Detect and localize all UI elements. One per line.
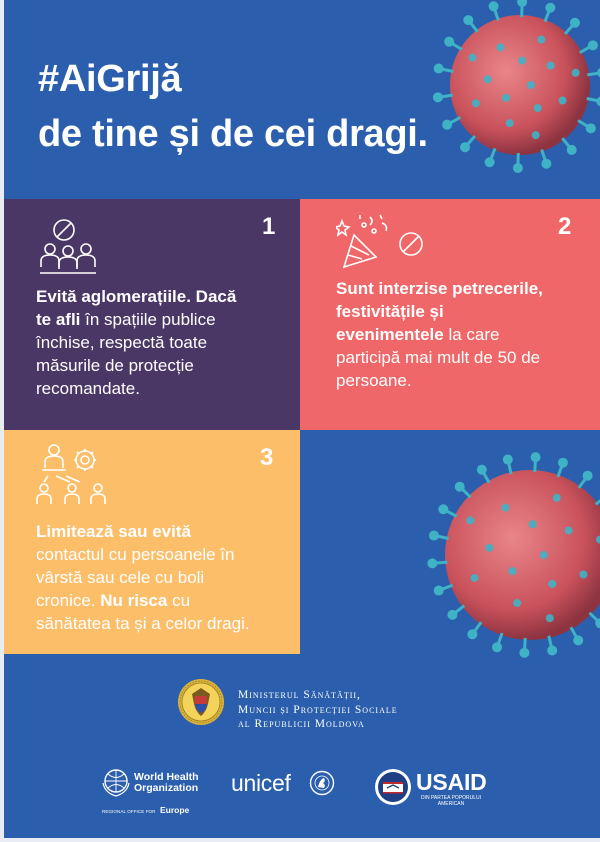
ministry-line: al Republicii Moldova: [238, 718, 365, 730]
text-line: [336, 300, 543, 323]
virus-surface-spike: [553, 494, 561, 502]
coronavirus-illustration-bottom: [400, 425, 600, 675]
virus-spike-tip: [438, 504, 448, 514]
text-regular: cu: [167, 591, 191, 610]
virus-surface-spike: [501, 504, 509, 512]
usaid-sub-line: AMERICAN: [437, 801, 465, 807]
virus-surface-spike: [548, 580, 556, 588]
who-name: Organization: [134, 782, 199, 794]
virus-surface-spike: [513, 599, 521, 607]
virus-surface-spike: [532, 131, 540, 139]
virus-surface-spike: [472, 99, 480, 107]
card-text: [36, 285, 236, 400]
who-name: World Health: [134, 771, 199, 783]
virus-surface-spike: [534, 104, 542, 112]
virus-surface-spike: [565, 526, 573, 534]
who-office-label: REGIONAL OFFICE FOR: [102, 809, 156, 814]
text-line: sănătatea ta și a celor dragi.: [36, 614, 250, 633]
text-regular: în spațiile publice: [80, 310, 216, 329]
card-text: [336, 277, 543, 392]
virus-surface-spike: [558, 97, 566, 105]
virus-spike-tip: [519, 648, 529, 658]
text-regular: la care: [443, 325, 500, 344]
poster-title: [38, 52, 428, 162]
virus-spike-tip: [485, 157, 495, 167]
virus-surface-spike: [484, 75, 492, 83]
virus-spike-tip: [427, 558, 437, 568]
crowd-prohibited-icon: [36, 217, 100, 277]
text-line: închise, respectă toate: [36, 333, 208, 352]
text-line: [336, 323, 543, 346]
virus-spike-tip: [596, 96, 600, 106]
text-line: [36, 589, 250, 612]
virus-surface-spike: [537, 36, 545, 44]
virus-surface-spike: [470, 574, 478, 582]
card-text: [36, 520, 250, 635]
text-bold: Limitează sau evită: [36, 522, 191, 541]
virus-spike-tip: [467, 629, 477, 639]
moldova-coat-of-arms-icon: [177, 678, 225, 726]
virus-surface-spike: [579, 571, 587, 579]
virus-spike-tip: [442, 120, 452, 130]
text-line: [36, 520, 250, 543]
text-line: [36, 285, 236, 308]
text-bold: Nu risca: [100, 591, 168, 610]
virus-spike-tip: [489, 1, 499, 11]
virus-spike-tip: [455, 482, 465, 492]
elderly-distance-icon: [36, 442, 112, 508]
virus-spike-tip: [545, 3, 555, 13]
text-line: contactul cu persoanele în: [36, 545, 235, 564]
ministry-line: Ministerul Sănătății,: [238, 689, 361, 701]
virus-spike-tip: [434, 64, 444, 74]
card-number: 2: [558, 213, 572, 240]
virus-surface-spike: [572, 69, 580, 77]
virus-surface-spike: [547, 61, 555, 69]
virus-spike-tip: [531, 452, 541, 462]
party-prohibited-icon: [336, 211, 436, 273]
text-line: măsurile de protecție: [36, 356, 194, 375]
who-emblem-icon: [100, 768, 132, 798]
card-number: 3: [260, 444, 274, 471]
page-border-bottom: [0, 838, 600, 842]
text-bold: te afli: [36, 310, 81, 329]
virus-surface-spike: [546, 614, 554, 622]
virus-spike-tip: [492, 642, 502, 652]
text-regular: cronice.: [36, 591, 101, 610]
virus-spike-tip: [444, 37, 454, 47]
virus-surface-spike: [469, 54, 477, 62]
virus-spike-tip: [567, 145, 577, 155]
usaid-sub-line: DIN PARTEA POPORULUI: [420, 795, 482, 801]
who-office: [102, 800, 189, 818]
title-tagline: de tine și de cei dragi.: [38, 113, 428, 155]
virus-body: [450, 15, 590, 155]
virus-surface-spike: [485, 544, 493, 552]
text-bold: Sunt interzise petrecerile,: [336, 279, 543, 298]
card-crowds: [4, 199, 300, 430]
virus-spike-tip: [583, 471, 593, 481]
text-line: vârstă sau cele cu boli: [36, 568, 205, 587]
text-line: persoane.: [336, 371, 412, 390]
virus-spike-tip: [463, 15, 473, 25]
virus-spike-tip: [541, 159, 551, 169]
virus-spike-tip: [547, 645, 557, 655]
unicef-logo-text: unicef: [231, 770, 291, 796]
virus-spike-tip: [570, 18, 580, 28]
virus-spike-tip: [460, 142, 470, 152]
virus-surface-spike: [540, 551, 548, 559]
text-bold: Evită aglomerațiile. Dacă: [36, 287, 237, 306]
virus-spike-tip: [588, 40, 598, 50]
coronavirus-illustration-top: [400, 0, 600, 195]
virus-spike-tip: [447, 610, 457, 620]
who-office-region: Europe: [159, 805, 190, 815]
virus-surface-spike: [529, 520, 537, 528]
usaid-logo-text: USAID: [416, 769, 487, 795]
virus-surface-spike: [508, 567, 516, 575]
virus-spike-tip: [558, 458, 568, 468]
card-events: [300, 199, 600, 430]
page-border-left: [0, 0, 4, 842]
virus-surface-spike: [496, 43, 504, 51]
text-line: participă mai mult de 50 de: [336, 348, 541, 367]
virus-surface-spike: [502, 94, 510, 102]
virus-surface-spike: [527, 81, 535, 89]
virus-surface-spike: [506, 119, 514, 127]
ministry-line: Muncii și Protecției Sociale: [238, 703, 398, 716]
virus-spike-tip: [517, 0, 527, 7]
virus-spike-tip: [433, 92, 443, 102]
virus-surface-spike: [466, 516, 474, 524]
virus-spike-tip: [586, 123, 596, 133]
text-bold: evenimentele: [336, 325, 444, 344]
text-line: [36, 308, 236, 331]
text-line: recomandate.: [36, 379, 140, 398]
virus-surface-spike: [518, 57, 526, 65]
virus-spike-tip: [429, 531, 439, 541]
virus-spike-tip: [503, 455, 513, 465]
text-line: [336, 277, 543, 300]
virus-spike-tip: [513, 163, 523, 173]
usaid-seal-icon: [374, 768, 412, 806]
text-bold: festivitățile și: [336, 302, 444, 321]
unicef-emblem-icon: [309, 770, 335, 796]
virus-spike-stem: [596, 495, 600, 504]
usaid-subtitle: [419, 795, 483, 807]
virus-spike-tip: [434, 586, 444, 596]
ministry-name: [238, 688, 398, 732]
title-hashtag: #AiGrijă: [38, 58, 182, 100]
who-logo-text: [134, 772, 199, 794]
virus-spike-tip: [477, 465, 487, 475]
card-number: 1: [262, 213, 276, 240]
card-elderly: [4, 430, 300, 654]
virus-spike-tip: [573, 635, 583, 645]
